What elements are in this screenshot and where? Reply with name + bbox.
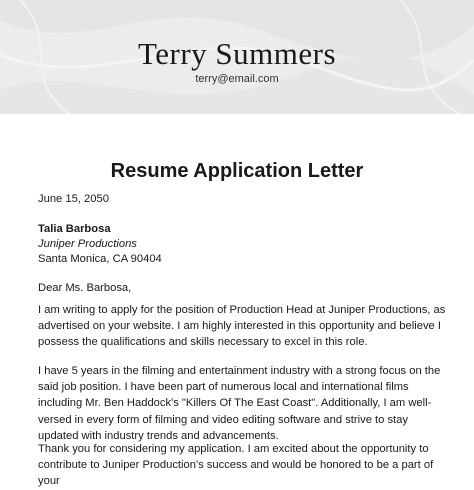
sender-email: terry@email.com — [195, 73, 279, 85]
letter-date: June 15, 2050 — [38, 193, 109, 205]
recipient-address: Santa Monica, CA 90404 — [38, 253, 162, 265]
body-paragraph: Thank you for considering my application. I am excited about the opportunity to contribute to Juniper Production's success and would be honored to be a part of your — [38, 443, 434, 488]
letterhead — [0, 0, 474, 114]
recipient-name: Talia Barbosa — [38, 223, 111, 235]
salutation: Dear Ms. Barbosa, — [38, 282, 132, 294]
recipient-company: Juniper Productions — [38, 238, 137, 250]
sender-name: Terry Summers — [137, 36, 337, 71]
body-paragraph: I am writing to apply for the position of Production Head at Juniper Productions, as advertised on your website. I am highly interested in this opportunity and believe I possess the qualifications and skills necessary to excel in this role. — [38, 304, 446, 349]
body-paragraph: I have 5 years in the filming and entertainment industry with a strong focus on the said job position. I have been part of numerous local and international films including Mr. Ben Haddock's "Killers Of The East Coast". Additionally, I am well-versed in every form of filming and video editing software and strive to stay updated with industry trends and advancements. — [38, 365, 441, 442]
document-title: Resume Application Letter — [110, 160, 364, 182]
